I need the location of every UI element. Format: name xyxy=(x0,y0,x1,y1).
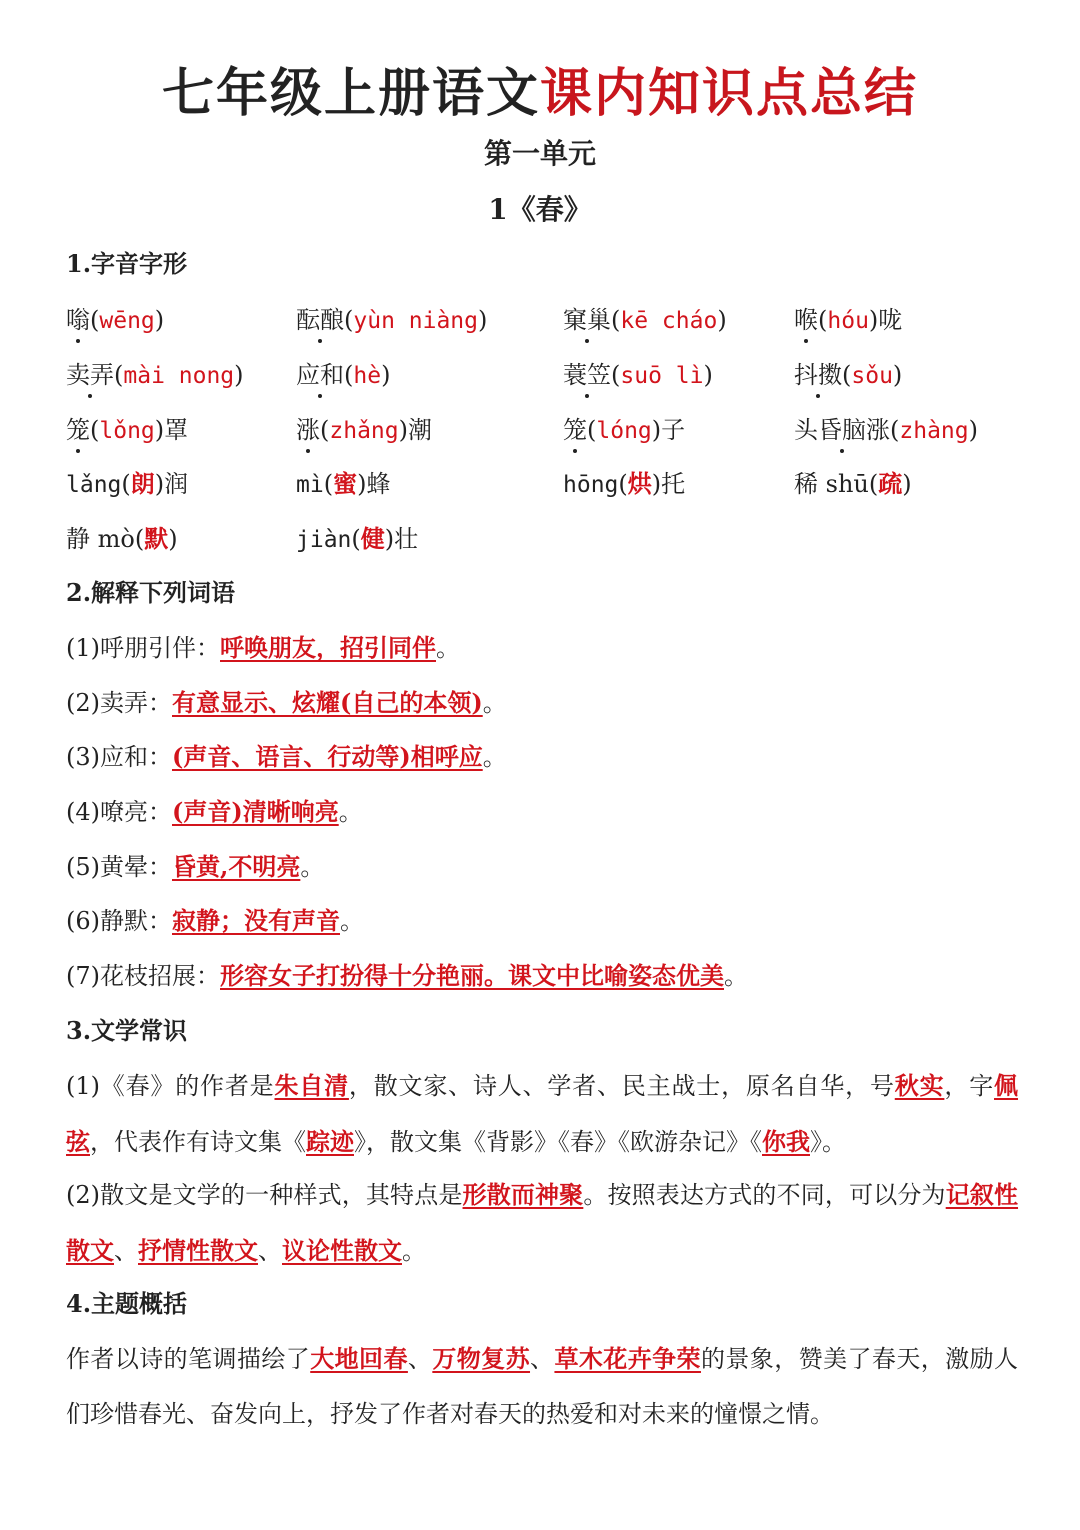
lesson-heading: 1《春》 xyxy=(488,193,592,226)
section-heading-theme: 4.主题概括 xyxy=(66,1289,188,1318)
definition-item: (3)应和：(声音、语言、行动等)相呼应。 xyxy=(66,742,507,771)
pron-item: 头昏脑涨(zhàng) xyxy=(794,412,978,449)
pron-item: 涨(zhǎng)潮 xyxy=(296,412,432,449)
definition-item: (7)花枝招展：形容女子打扮得十分艳丽。课文中比喻姿态优美。 xyxy=(66,961,748,990)
pron-item: 喉(hóu)咙 xyxy=(794,302,902,339)
page-title xyxy=(0,58,1080,130)
pron-item: 窠巢(kē cháo) xyxy=(563,302,727,339)
section-heading-definitions: 2.解释下列词语 xyxy=(66,578,236,607)
pron-item: 笼(lǒng)罩 xyxy=(66,412,188,449)
pron-item: 稀 shū(疏) xyxy=(794,469,912,498)
unit-heading: 第一单元 xyxy=(483,137,596,170)
theme-paragraph: 作者以诗的笔调描绘了大地回春、万物复苏、草木花卉争荣的景象，赞美了春天，激励人们珍惜春光、奋发向上，抒发了作者对春天的热爱和对未来的憧憬之情。 xyxy=(66,1344,1019,1428)
pron-item: 静 mò(默) xyxy=(66,524,178,553)
pron-item: hōng(烘)托 xyxy=(563,469,686,498)
section-heading-literature: 3.文学常识 xyxy=(66,1016,188,1045)
pron-item: jiàn(健)壮 xyxy=(296,524,419,553)
pron-item: 笼(lóng)子 xyxy=(563,412,685,449)
definition-item: (6)静默：寂静；没有声音。 xyxy=(66,906,364,935)
title-black: 七年级上册语文 xyxy=(161,63,540,124)
pron-item: 卖弄(mài nong) xyxy=(66,357,244,394)
definition-item: (5)黄晕：昏黄,不明亮。 xyxy=(66,852,325,881)
pron-item: 嗡(wēng) xyxy=(66,302,164,339)
pron-item: 应和(hè) xyxy=(296,357,390,394)
pron-item: lǎng(朗)润 xyxy=(66,469,189,498)
definition-item: (2)卖弄：有意显示、炫耀(自己的本领)。 xyxy=(66,688,507,717)
definition-item: (4)嘹亮：(声音)清晰响亮。 xyxy=(66,797,363,826)
definition-item: (1)呼朋引伴：呼唤朋友，招引同伴。 xyxy=(66,633,460,662)
pron-item: 抖擞(sǒu) xyxy=(794,357,902,394)
title-red: 课内知识点总结 xyxy=(540,63,919,124)
pron-item: mì(蜜)蜂 xyxy=(296,469,391,498)
literature-paragraph-2: (2)散文是文学的一种样式，其特点是形散而神聚。按照表达方式的不同，可以分为记叙性散文、抒情性散文、议论性散文。 xyxy=(66,1180,1019,1265)
pron-item: 酝酿(yùn niàng) xyxy=(296,302,487,339)
section-heading-pronunciation: 1.字音字形 xyxy=(66,249,188,278)
pron-item: 蓑笠(suō lì) xyxy=(563,357,713,394)
literature-paragraph-1: (1)《春》的作者是朱自清，散文家、诗人、学者、民主战士，原名自华，号秋实，字佩弦，代表作有诗文集《踪迹》，散文集《背影》《春》《欧游杂记》《你我》。 xyxy=(66,1071,1019,1156)
